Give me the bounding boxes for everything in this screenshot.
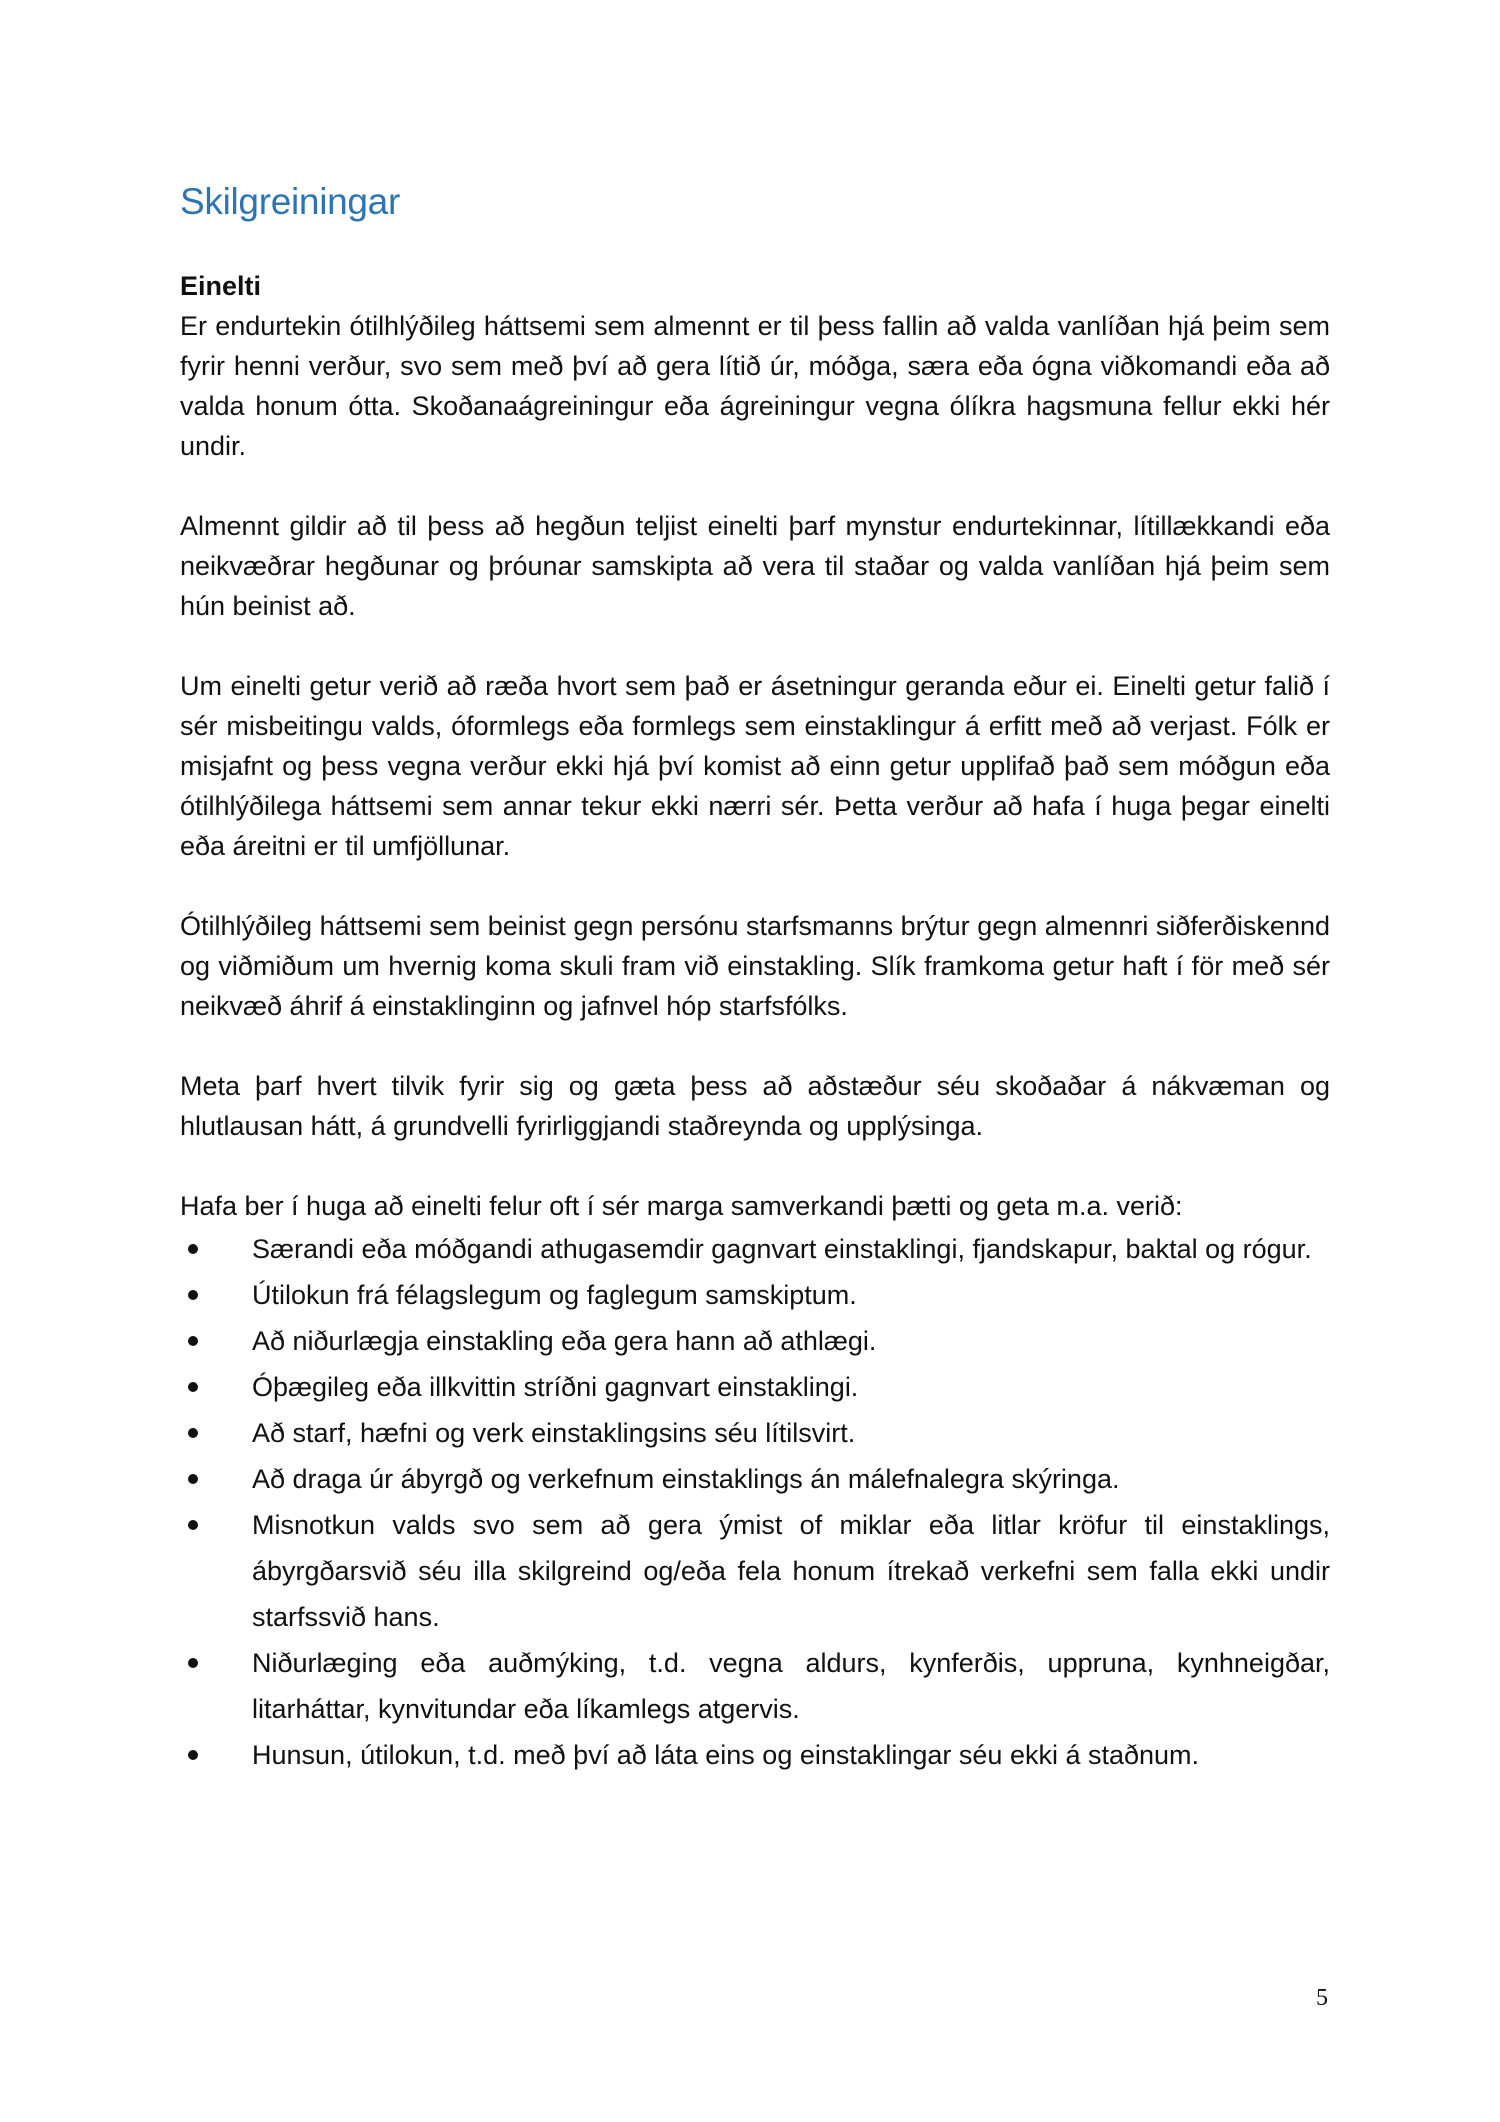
list-item-text: Særandi eða móðgandi athugasemdir gagnvart einstaklingi, fjandskapur, baktal og rógur. — [252, 1234, 1312, 1265]
list-item-text: Misnotkun valds svo sem að gera ýmist of miklar eða litlar kröfur til einstaklings, ábyrgðarsvið séu illa skilgreind og/eða fela honum ítrekað verkefni sem falla ekki undir starfssvið hans. — [252, 1510, 1330, 1633]
list-item-text: Niðurlæging eða auðmýking, t.d. vegna aldurs, kynferðis, uppruna, kynhneigðar, litarháttar, kynvitundar eða líkamlegs atgervis. — [252, 1648, 1330, 1725]
list-intro: Hafa ber í huga að einelti felur oft í sér marga samverkandi þætti og geta m.a. verið: — [180, 1191, 1183, 1222]
list-item-text: Hunsun, útilokun, t.d. með því að láta eins og einstaklingar séu ekki á staðnum. — [252, 1740, 1200, 1771]
section-heading: Skilgreiningar — [180, 181, 400, 222]
paragraph-intent: Um einelti getur verið að ræða hvort sem það er ásetningur geranda eður ei. Einelti getur falið í sér misbeitingu valds, óformlegs eða formlegs sem einstaklingur á erfitt með að verjast. Fólk er misjafnt og þess vegna verður ekki hjá því komist að einn getur upplifað það sem móðgun eða ótilhlýðilega háttsemi sem annar tekur ekki nærri sér. Þetta verður að hafa í huga þegar einelti eða áreitni er til umfjöllunar. — [180, 671, 1330, 862]
list-item — [180, 1364, 1330, 1410]
list-item — [180, 1410, 1330, 1456]
bullet-list — [180, 1226, 1330, 1778]
list-item-text: Að draga úr ábyrgð og verkefnum einstaklings án málefnalegra skýringa. — [252, 1464, 1120, 1495]
list-item — [180, 1640, 1330, 1732]
list-item — [180, 1502, 1330, 1640]
list-item — [180, 1272, 1330, 1318]
paragraph-assessment: Meta þarf hvert tilvik fyrir sig og gæta þess að aðstæður séu skoðaðar á nákvæman og hlutlausan hátt, á grundvelli fyrirliggjandi staðreynda og upplýsinga. — [180, 1071, 1330, 1142]
document-page — [180, 180, 1330, 1778]
list-item — [180, 1318, 1330, 1364]
paragraph-definition: Er endurtekin ótilhlýðileg háttsemi sem almennt er til þess fallin að valda vanlíðan hjá þeim sem fyrir henni verður, svo sem með því að gera lítið úr, móðga, særa eða ógna viðkomandi eða að valda honum ótta. Skoðanaágreiningur eða ágreiningur vegna ólíkra hagsmuna fellur ekki hér undir. — [180, 311, 1330, 462]
list-item-text: Að niðurlægja einstakling eða gera hann að athlægi. — [252, 1326, 877, 1357]
list-item-text: Útilokun frá félagslegum og faglegum samskiptum. — [252, 1280, 857, 1311]
list-item-text: Óþægileg eða illkvittin stríðni gagnvart einstaklingi. — [252, 1372, 859, 1403]
list-item — [180, 1456, 1330, 1502]
page-number: 5 — [1316, 1985, 1328, 2011]
subsection-heading: Einelti — [180, 271, 262, 302]
paragraph-general-rule: Almennt gildir að til þess að hegðun teljist einelti þarf mynstur endurtekinnar, lítillækkandi eða neikvæðrar hegðunar og þróunar samskipta að vera til staðar og valda vanlíðan hjá þeim sem hún beinist að. — [180, 511, 1330, 622]
list-item-text: Að starf, hæfni og verk einstaklingsins séu lítilsvirt. — [252, 1418, 856, 1449]
list-item — [180, 1226, 1330, 1272]
list-item — [180, 1732, 1330, 1778]
paragraph-conduct: Ótilhlýðileg háttsemi sem beinist gegn persónu starfsmanns brýtur gegn almennri siðferðiskennd og viðmiðum um hvernig koma skuli fram við einstakling. Slík framkoma getur haft í för með sér neikvæð áhrif á einstaklinginn og jafnvel hóp starfsfólks. — [180, 911, 1330, 1022]
